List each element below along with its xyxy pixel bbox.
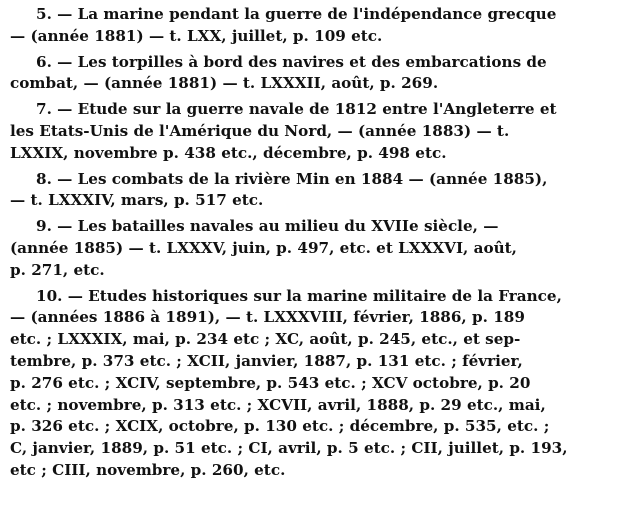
text-line: etc ; CIII, novembre, p. 260, etc. (10, 460, 286, 479)
text-line: 9. — Les batailles navales au milieu du XVIIe siècle, — (36, 217, 499, 236)
text-line: 5. — La marine pendant la guerre de l'indépendance grecque (36, 5, 557, 23)
text-line: — (années 1886 à 1891), — t. LXXXVIII, février, 1886, p. 189 (10, 308, 525, 327)
entry-5 (10, 4, 613, 48)
text-line: 7. — Etude sur la guerre navale de 1812 entre l'Angleterre et (36, 100, 557, 119)
text-line: etc. ; LXXXIX, mai, p. 234 etc ; XC, août, p. 245, etc., et sep- (10, 330, 521, 349)
text-line: LXXIX, novembre p. 438 etc., décembre, p. 498 etc. (10, 143, 447, 162)
text-line: etc. ; novembre, p. 313 etc. ; XCVII, avril, 1888, p. 29 etc., mai, (10, 395, 546, 414)
text-line: 8. — Les combats de la rivière Min en 1884 — (année 1885), (36, 169, 548, 188)
text-line: les Etats-Unis de l'Amérique du Nord, — (année 1883) — t. (10, 121, 510, 140)
entry-7 (10, 99, 613, 164)
entry-9 (10, 216, 613, 281)
text-line: p. 326 etc. ; XCIX, octobre, p. 130 etc. ; décembre, p. 535, etc. ; (10, 417, 550, 436)
text-line: p. 276 etc. ; XCIV, septembre, p. 543 etc. ; XCV octobre, p. 20 (10, 373, 531, 392)
text-line: — t. LXXXIV, mars, p. 517 etc. (10, 191, 264, 210)
entry-10 (10, 286, 613, 482)
entry-8 (10, 169, 613, 213)
text-line: tembre, p. 373 etc. ; XCII, janvier, 1887, p. 131 etc. ; février, (10, 351, 523, 370)
text-line: (année 1885) — t. LXXXV, juin, p. 497, etc. et LXXXVI, août, (10, 238, 517, 257)
text-line: 10. — Etudes historiques sur la marine militaire de la France, (36, 286, 562, 305)
entry-6 (10, 52, 613, 96)
text-line: C, janvier, 1889, p. 51 etc. ; CI, avril, p. 5 etc. ; CII, juillet, p. 193, (10, 439, 568, 458)
text-line: — (année 1881) — t. LXX, juillet, p. 109 etc. (10, 26, 383, 45)
text-line: 6. — Les torpilles à bord des navires et des embarcations de (36, 52, 547, 71)
text-line: p. 271, etc. (10, 260, 105, 279)
text-line: combat, — (année 1881) — t. LXXXII, août, p. 269. (10, 74, 439, 93)
